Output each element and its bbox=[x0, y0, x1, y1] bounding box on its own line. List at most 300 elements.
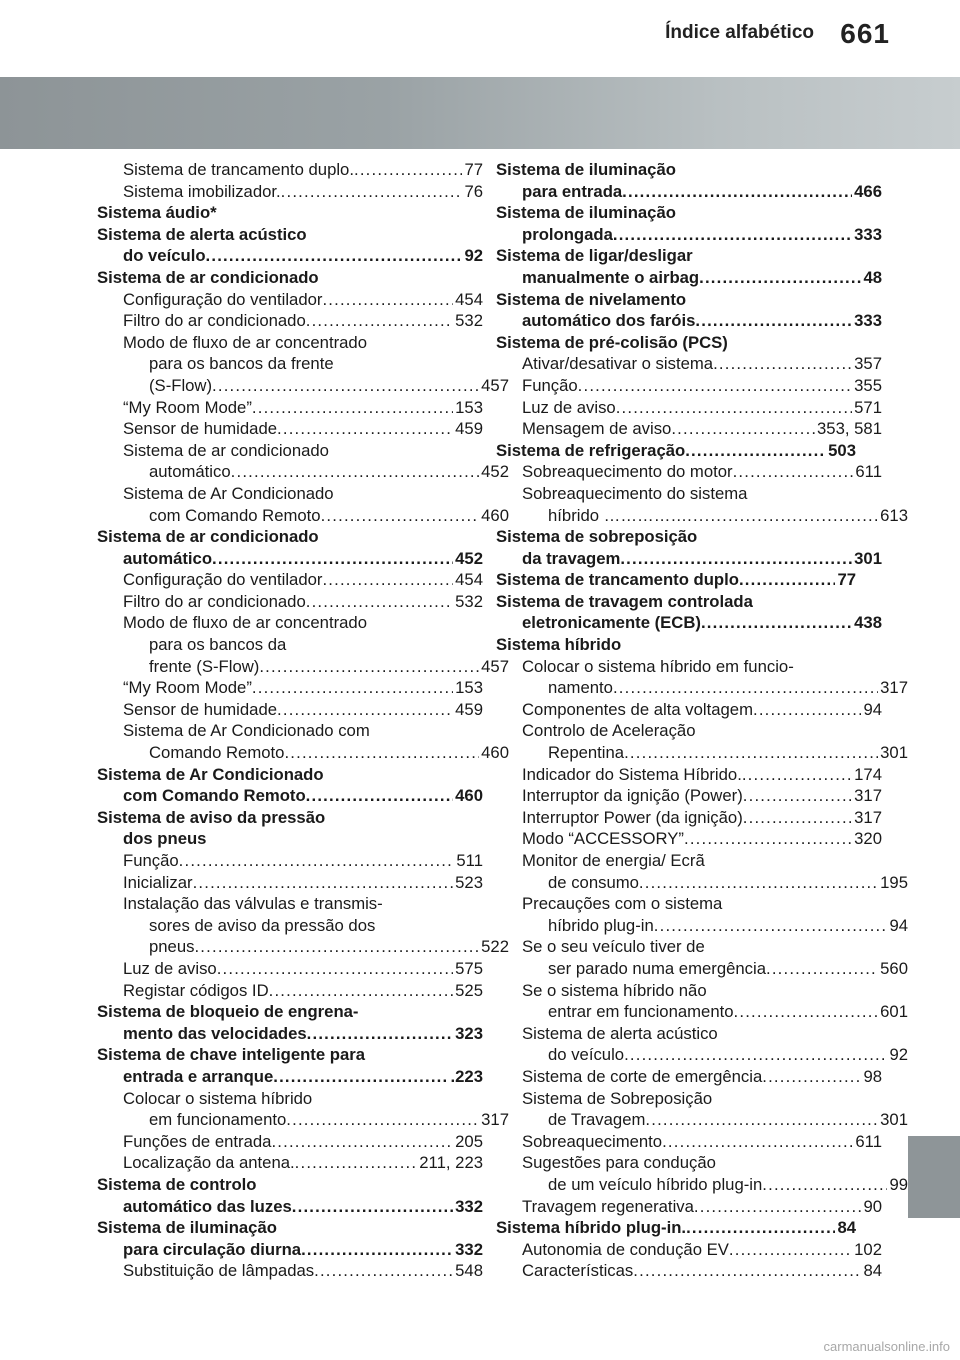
section-thumb-tab bbox=[908, 1136, 960, 1218]
dot-leader bbox=[354, 159, 462, 181]
index-entry-text: Sistema de corte de emergência bbox=[522, 1066, 763, 1086]
index-entry: Sistema de controlo bbox=[97, 1174, 257, 1194]
index-entry bbox=[97, 699, 483, 721]
index-entry bbox=[97, 591, 483, 613]
index-entry bbox=[496, 353, 882, 375]
index-entry bbox=[97, 159, 483, 181]
index-entry bbox=[97, 742, 509, 764]
index-entry-text: Sistema de trancamento duplo. bbox=[123, 160, 354, 179]
index-entry-page: 102 bbox=[854, 1239, 882, 1259]
dot-leader bbox=[713, 353, 852, 375]
index-entry bbox=[496, 742, 908, 764]
index-entry-page: 438 bbox=[854, 613, 882, 633]
index-entry-text: eletronicamente (ECB) bbox=[522, 613, 701, 633]
index-entry-text: Componentes de alta voltagem bbox=[522, 699, 753, 719]
dot-leader bbox=[622, 181, 852, 203]
index-entry: Sistema áudio* bbox=[97, 203, 217, 223]
index-entry-text: “My Room Mode” bbox=[123, 678, 252, 698]
index-entry-text: Sistema híbrido plug-in. bbox=[496, 1218, 687, 1238]
dot-leader bbox=[685, 440, 826, 462]
dot-leader bbox=[729, 1239, 852, 1261]
dot-leader bbox=[645, 1109, 878, 1131]
index-entry: Modo de fluxo de ar concentrado bbox=[123, 332, 367, 352]
index-entry: Sugestões para condução bbox=[522, 1153, 716, 1173]
index-entry-page: 511 bbox=[456, 851, 483, 870]
index-entry-text: mento das velocidades bbox=[123, 1023, 307, 1043]
index-entry: Colocar o sistema híbrido bbox=[123, 1088, 313, 1108]
index-entry-page: 460 bbox=[455, 786, 483, 806]
index-entry-page: 333 bbox=[854, 311, 882, 331]
index-entry bbox=[97, 1196, 483, 1218]
index-entry-text: Sensor de humidade bbox=[123, 699, 278, 719]
dot-leader bbox=[654, 915, 888, 937]
index-entry bbox=[496, 699, 882, 721]
index-entry-page: 452 bbox=[455, 548, 483, 568]
index-entry-text: manualmente o airbag bbox=[522, 267, 700, 287]
dot-leader bbox=[307, 1023, 454, 1045]
index-entry bbox=[496, 181, 882, 203]
index-entry bbox=[496, 764, 882, 786]
dot-leader bbox=[212, 375, 479, 397]
index-column-right bbox=[496, 159, 908, 1282]
index-entry-text: Filtro do ar condicionado bbox=[123, 311, 306, 331]
index-entry-text: Funções de entrada bbox=[123, 1131, 272, 1151]
index-entry-text: automático bbox=[123, 548, 213, 568]
index-entry-text: frente (S-Flow) bbox=[149, 656, 260, 676]
dot-leader bbox=[277, 699, 453, 721]
index-entry-page: 317 bbox=[854, 786, 882, 806]
index-entry-page: 317 bbox=[880, 678, 908, 698]
index-entry-page: 301 bbox=[854, 548, 882, 568]
index-entry-text: Sensor de humidade bbox=[123, 419, 278, 439]
dot-leader bbox=[742, 764, 852, 786]
index-entry-text: prolongada bbox=[522, 224, 613, 244]
index-entry-text: híbrido plug-in bbox=[548, 915, 654, 935]
dot-leader bbox=[762, 1174, 887, 1196]
index-entry bbox=[97, 1109, 509, 1131]
index-entry-text: Ativar/desativar o sistema bbox=[522, 354, 714, 374]
dot-leader bbox=[701, 612, 852, 634]
index-entry-text: Autonomia de condução EV bbox=[522, 1239, 729, 1259]
index-entry: Sistema de ar condicionado bbox=[97, 267, 319, 287]
dot-leader bbox=[271, 1131, 453, 1153]
index-entry-text: de Travagem bbox=[548, 1110, 646, 1130]
index-entry-page: 548 bbox=[455, 1261, 483, 1281]
index-entry-text: Sistema de trancamento duplo bbox=[496, 570, 739, 590]
index-entry-text: com Comando Remoto bbox=[149, 505, 321, 525]
dot-leader bbox=[739, 569, 835, 591]
index-entry-page: 301 bbox=[880, 1110, 908, 1130]
dot-leader bbox=[193, 872, 454, 894]
index-entry-page: 466 bbox=[854, 181, 882, 201]
dot-leader bbox=[753, 699, 861, 721]
index-entry: Sistema de alerta acústico bbox=[97, 224, 307, 244]
index-entry: Sistema de Ar Condicionado com bbox=[123, 721, 370, 741]
index-entry-page: 174 bbox=[854, 764, 882, 784]
index-entry bbox=[496, 677, 908, 699]
dot-leader bbox=[743, 785, 852, 807]
dot-leader bbox=[322, 289, 453, 311]
dot-leader bbox=[743, 807, 852, 829]
dot-leader bbox=[762, 1066, 861, 1088]
index-entry bbox=[97, 1066, 483, 1088]
index-entry-page: 98 bbox=[863, 1066, 882, 1086]
index-entry-page: 503 bbox=[828, 440, 856, 460]
index-entry bbox=[496, 397, 882, 419]
index-entry-page: 525 bbox=[455, 980, 483, 1000]
dot-leader bbox=[733, 461, 854, 483]
index-entry-text: entrar em funcionamento bbox=[548, 1002, 734, 1022]
index-entry bbox=[496, 224, 882, 246]
index-entry-text: Localização da antena. bbox=[123, 1153, 295, 1173]
dot-leader bbox=[699, 267, 861, 289]
index-entry-page: 320 bbox=[854, 829, 882, 849]
index-entry-text: Função bbox=[522, 375, 578, 395]
index-entry-page: 457 bbox=[481, 656, 509, 676]
dot-leader bbox=[671, 418, 815, 440]
index-entry bbox=[97, 1023, 483, 1045]
index-entry-text: (S-Flow) bbox=[149, 375, 213, 395]
index-entry: Sistema de Ar Condicionado bbox=[123, 483, 334, 503]
header-banner bbox=[0, 77, 960, 149]
index-entry-page: 532 bbox=[455, 591, 483, 611]
index-entry bbox=[97, 936, 509, 958]
dot-leader bbox=[306, 310, 453, 332]
index-entry-text: Luz de aviso bbox=[522, 397, 616, 417]
index-entry-page: 332 bbox=[455, 1196, 483, 1216]
index-entry-page: 333 bbox=[854, 224, 882, 244]
index-entry-page: 153 bbox=[455, 678, 483, 698]
index-entry-page: 48 bbox=[863, 267, 882, 287]
index-entry-text: pneus bbox=[149, 937, 195, 957]
index-entry-page: 323 bbox=[455, 1023, 483, 1043]
index-entry: Sistema de iluminação bbox=[496, 160, 676, 179]
dot-leader bbox=[321, 505, 480, 527]
section-title: Índice alfabético bbox=[665, 22, 814, 43]
index-entry bbox=[97, 1260, 483, 1282]
index-entry-page: 84 bbox=[863, 1261, 882, 1281]
index-entry-text: Mensagem de aviso bbox=[522, 419, 672, 439]
index-entry-page: 454 bbox=[455, 289, 483, 309]
dot-leader bbox=[616, 397, 852, 419]
index-entry: Sistema de alerta acústico bbox=[522, 1023, 718, 1043]
index-entry bbox=[496, 612, 882, 634]
dot-leader bbox=[684, 828, 852, 850]
index-entry-text: Substituição de lâmpadas bbox=[123, 1261, 315, 1281]
dot-leader bbox=[231, 461, 480, 483]
index-entry-text: híbrido …………… bbox=[548, 505, 688, 525]
index-entry-page: 357 bbox=[854, 354, 882, 374]
index-entry: Sistema de sobreposição bbox=[496, 527, 698, 547]
dot-leader bbox=[194, 936, 479, 958]
index-entry-page: 460 bbox=[481, 743, 509, 763]
dot-leader bbox=[179, 850, 455, 872]
index-entry bbox=[496, 1174, 908, 1196]
index-entry-text: Comando Remoto bbox=[149, 743, 285, 763]
index-entry bbox=[496, 569, 856, 591]
index-entry-page: 153 bbox=[455, 397, 483, 417]
index-entry-text: automático bbox=[149, 462, 231, 482]
index-entry bbox=[97, 505, 509, 527]
dot-leader bbox=[322, 569, 453, 591]
index-entry: Se o sistema híbrido não bbox=[522, 980, 707, 1000]
index-entry: dos pneus bbox=[123, 829, 207, 849]
dot-leader bbox=[277, 418, 453, 440]
index-entry bbox=[496, 958, 908, 980]
index-entry: Se o seu veículo tiver de bbox=[522, 937, 705, 957]
index-entry: Monitor de energia/ Ecrã bbox=[522, 851, 705, 870]
index-entry: Precauções com o sistema bbox=[522, 894, 723, 914]
index-entry bbox=[496, 807, 882, 829]
dot-leader bbox=[613, 677, 878, 699]
dot-leader bbox=[286, 1109, 479, 1131]
index-entry-text: entrada e arranque bbox=[123, 1066, 274, 1086]
dot-leader bbox=[694, 1196, 862, 1218]
index-entry-text: Filtro do ar condicionado bbox=[123, 591, 306, 611]
index-entry-page: 532 bbox=[455, 311, 483, 331]
index-entry-text: “My Room Mode” bbox=[123, 397, 252, 417]
index-entry: Instalação das válvulas e transmis- bbox=[123, 894, 383, 914]
index-entry-page: 457 bbox=[481, 375, 509, 395]
index-entry-page: 301 bbox=[880, 743, 908, 763]
index-entry: Sobreaquecimento do sistema bbox=[522, 483, 748, 503]
index-entry-text: para circulação diurna bbox=[123, 1239, 302, 1259]
index-entry-text: Sobreaquecimento do motor bbox=[522, 462, 733, 482]
dot-leader bbox=[217, 958, 453, 980]
index-entry-text: ser parado numa emergência bbox=[548, 958, 766, 978]
index-entry bbox=[496, 1044, 908, 1066]
index-entry: Sistema de nivelamento bbox=[496, 289, 687, 309]
index-entry bbox=[97, 289, 483, 311]
index-entry bbox=[496, 440, 856, 462]
index-entry bbox=[496, 1001, 908, 1023]
index-entry bbox=[97, 375, 509, 397]
dot-leader bbox=[620, 548, 852, 570]
index-entry-text: Função bbox=[123, 851, 179, 870]
index-entry: para os bancos da bbox=[149, 635, 287, 655]
dot-leader bbox=[292, 1196, 453, 1218]
dot-leader bbox=[212, 548, 453, 570]
index-entry-page: 522 bbox=[481, 937, 509, 957]
index-entry-page: 355 bbox=[854, 375, 882, 395]
dot-leader bbox=[259, 656, 479, 678]
index-entry: Sistema de travagem controlada bbox=[496, 591, 753, 611]
index-entry-text: de consumo bbox=[548, 872, 639, 892]
dot-leader bbox=[633, 1260, 861, 1282]
dot-leader bbox=[624, 742, 878, 764]
index-entry-page: 77 bbox=[464, 160, 483, 179]
dot-leader bbox=[281, 181, 463, 203]
dot-leader bbox=[734, 1001, 879, 1023]
index-entry: Sistema de Sobreposição bbox=[522, 1088, 713, 1108]
dot-leader bbox=[578, 375, 852, 397]
index-entry-text: Travagem regenerativa bbox=[522, 1196, 694, 1216]
index-entry-page: 460 bbox=[481, 505, 509, 525]
index-entry bbox=[496, 418, 882, 440]
watermark: carmanualsonline.info bbox=[823, 1339, 950, 1354]
index-entry bbox=[97, 310, 483, 332]
index-entry bbox=[496, 828, 882, 850]
index-entry-page: 84 bbox=[837, 1218, 856, 1238]
index-entry bbox=[97, 785, 483, 807]
index-entry bbox=[97, 1152, 483, 1174]
index-entry-text: Sistema de refrigeração bbox=[496, 440, 686, 460]
index-entry bbox=[496, 1109, 908, 1131]
dot-leader bbox=[662, 1131, 853, 1153]
index-entry bbox=[97, 872, 483, 894]
index-entry: Sistema de bloqueio de engrena- bbox=[97, 1002, 359, 1022]
dot-leader bbox=[639, 872, 878, 894]
index-entry-text: Configuração do ventilador bbox=[123, 570, 323, 590]
index-entry: Sistema de chave inteligente para bbox=[97, 1045, 366, 1065]
dot-leader bbox=[766, 958, 878, 980]
index-entry bbox=[496, 505, 908, 527]
index-entry-text: namento bbox=[548, 678, 613, 698]
dot-leader bbox=[273, 1066, 448, 1088]
index-entry bbox=[496, 1196, 882, 1218]
index-entry: Sistema de ar condicionado bbox=[123, 440, 329, 460]
index-entry bbox=[97, 656, 509, 678]
index-entry bbox=[97, 548, 483, 570]
index-entry-page: 571 bbox=[854, 397, 882, 417]
index-entry bbox=[97, 461, 509, 483]
index-entry-page: 523 bbox=[455, 872, 483, 892]
index-entry bbox=[97, 245, 483, 267]
index-entry bbox=[496, 872, 908, 894]
index-entry: Sistema de iluminação bbox=[496, 203, 676, 223]
dot-leader bbox=[206, 245, 463, 267]
page-number: 661 bbox=[840, 18, 890, 49]
index-entry-page: 76 bbox=[464, 181, 483, 201]
index-entry bbox=[97, 181, 483, 203]
dot-leader bbox=[687, 505, 878, 527]
index-entry bbox=[97, 850, 483, 872]
dot-leader bbox=[306, 591, 453, 613]
index-entry bbox=[97, 569, 483, 591]
index-entry-page: 92 bbox=[889, 1045, 908, 1065]
index-entry-text: em funcionamento bbox=[149, 1110, 287, 1130]
index-entry: Modo de fluxo de ar concentrado bbox=[123, 613, 367, 633]
index-entry-page: 452 bbox=[481, 462, 509, 482]
index-entry-page: 332 bbox=[455, 1239, 483, 1259]
index-entry-page: 353, 581 bbox=[817, 419, 882, 439]
index-entry-text: Repentina bbox=[548, 743, 625, 763]
index-entry bbox=[496, 915, 908, 937]
index-entry-page: 601 bbox=[880, 1002, 908, 1022]
index-entry-page: 211, 223 bbox=[419, 1153, 483, 1173]
index-entry-page: 560 bbox=[880, 958, 908, 978]
index-entry: Sistema de ar condicionado bbox=[97, 527, 319, 547]
index-entry bbox=[496, 310, 882, 332]
index-entry bbox=[496, 1239, 882, 1261]
dot-leader bbox=[295, 1152, 418, 1174]
index-entry-text: Luz de aviso bbox=[123, 958, 217, 978]
index-entry-page: 90 bbox=[863, 1196, 882, 1216]
index-entry-page: 77 bbox=[837, 570, 856, 590]
index-entry: para os bancos da frente bbox=[149, 354, 334, 374]
index-entry-page: 94 bbox=[889, 915, 908, 935]
index-entry-text: automático dos faróis bbox=[522, 311, 696, 331]
index-entry: Colocar o sistema híbrido em funcio- bbox=[522, 656, 794, 676]
index-entry-text: Configuração do ventilador bbox=[123, 289, 323, 309]
index-entry-page: 317 bbox=[481, 1110, 509, 1130]
index-entry bbox=[496, 375, 882, 397]
index-entry: Sistema de pré-colisão (PCS) bbox=[496, 332, 728, 352]
index-entry-page: .223 bbox=[450, 1066, 483, 1086]
index-entry: Sistema híbrido bbox=[496, 635, 622, 655]
index-entry-text: Indicador do Sistema Híbrido. bbox=[522, 764, 742, 784]
index-entry: Sistema de Ar Condicionado bbox=[97, 764, 324, 784]
index-entry-page: 611 bbox=[855, 462, 882, 482]
index-entry-text: com Comando Remoto bbox=[123, 786, 306, 806]
index-entry bbox=[496, 785, 882, 807]
index-entry bbox=[496, 548, 882, 570]
index-entry-page: 92 bbox=[464, 246, 483, 266]
index-entry: Sistema de ligar/desligar bbox=[496, 246, 693, 266]
index-entry-text: Modo “ACCESSORY” bbox=[522, 829, 684, 849]
dot-leader bbox=[314, 1260, 453, 1282]
dot-leader bbox=[252, 397, 453, 419]
index-entry: Sistema de iluminação bbox=[97, 1218, 277, 1238]
dot-leader bbox=[613, 224, 852, 246]
dot-leader bbox=[252, 677, 453, 699]
index-entry-text: Inicializar bbox=[123, 872, 193, 892]
dot-leader bbox=[269, 980, 454, 1002]
index-entry bbox=[496, 1131, 882, 1153]
index-entry-text: Interruptor da ignição (Power) bbox=[522, 786, 743, 806]
dot-leader bbox=[306, 785, 454, 807]
index-entry-page: 613 bbox=[880, 505, 908, 525]
index-entry bbox=[97, 397, 483, 419]
index-entry bbox=[496, 1066, 882, 1088]
index-entry-page: 454 bbox=[455, 570, 483, 590]
index-entry-text: automático das luzes bbox=[123, 1196, 292, 1216]
index-entry-text: Registar códigos ID bbox=[123, 980, 269, 1000]
dot-leader bbox=[301, 1239, 453, 1261]
index-entry-page: 205 bbox=[455, 1131, 483, 1151]
index-entry-text: Características bbox=[522, 1261, 634, 1281]
dot-leader bbox=[695, 310, 852, 332]
index-entry-page: 99 bbox=[889, 1174, 908, 1194]
index-entry bbox=[97, 980, 483, 1002]
index-entry bbox=[97, 1131, 483, 1153]
index-entry-page: 317 bbox=[854, 807, 882, 827]
index-entry-text: do veículo bbox=[548, 1045, 625, 1065]
dot-leader bbox=[686, 1217, 835, 1239]
index-entry-page: 94 bbox=[863, 699, 882, 719]
index-entry: Sistema de aviso da pressão bbox=[97, 807, 326, 827]
index-entry-page: 611 bbox=[855, 1131, 882, 1151]
index-entry bbox=[496, 1217, 856, 1239]
index-entry-text: Sistema imobilizador. bbox=[123, 181, 281, 201]
index-entry bbox=[496, 267, 882, 289]
index-entry-page: 195 bbox=[880, 872, 908, 892]
index-entry bbox=[97, 418, 483, 440]
index-entry-text: Sobreaquecimento bbox=[522, 1131, 663, 1151]
index-column-left bbox=[97, 159, 509, 1282]
index-entry-text: da travagem bbox=[522, 548, 621, 568]
index-entry-text: para entrada bbox=[522, 181, 623, 201]
dot-leader bbox=[284, 742, 479, 764]
index-entry-text: Interruptor Power (da ignição) bbox=[522, 807, 743, 827]
index-entry: sores de aviso da pressão dos bbox=[149, 915, 376, 935]
index-entry bbox=[97, 1239, 483, 1261]
index-entry-page: 459 bbox=[455, 419, 483, 439]
index-entry-page: 575 bbox=[455, 958, 483, 978]
index-entry bbox=[496, 461, 882, 483]
index-entry-page: 459 bbox=[455, 699, 483, 719]
index-entry bbox=[97, 677, 483, 699]
